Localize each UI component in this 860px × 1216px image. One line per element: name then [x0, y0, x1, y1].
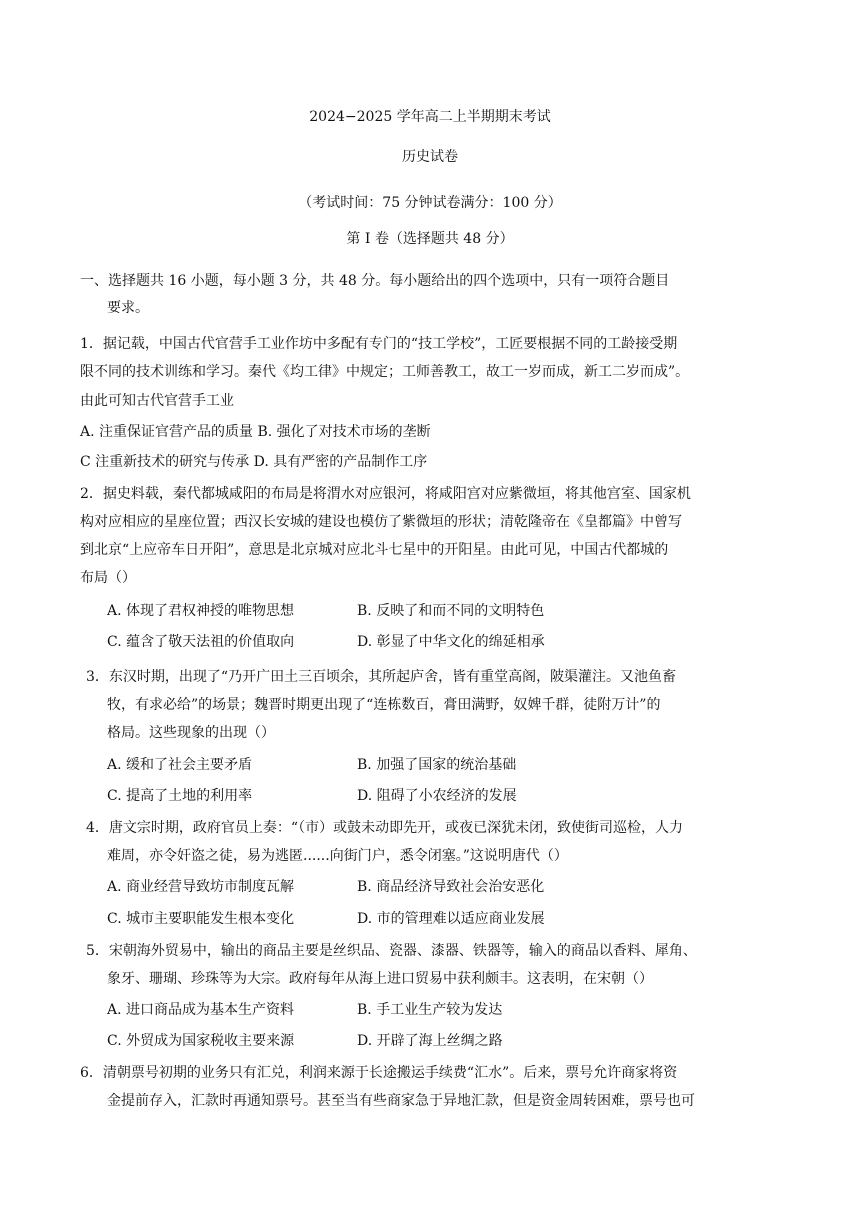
option-a: A. 商业经营导致坊市制度瓦解	[107, 879, 295, 895]
option-line: C 注重新技术的研究与传承 D. 具有严密的产品制作工序	[80, 454, 428, 470]
question-text: 6．清朝票号初期的业务只有汇兑，利润来源于长途搬运手续费“汇水”。后来，票号允许商家将资	[80, 1065, 678, 1081]
section-title: 第 I 卷（选择题共 48 分）	[346, 231, 514, 247]
question-text: 象牙、珊瑚、珍珠等为大宗。政府每年从海上进口贸易中获利颇丰。这表明，在宋朝（）	[107, 971, 653, 987]
option-b: B. 加强了国家的统治基础	[357, 757, 517, 773]
exam-info: （考试时间：75 分钟试卷满分：100 分）	[298, 195, 562, 211]
option-d: D. 市的管理难以适应商业发展	[357, 911, 545, 927]
question-text: 布局（）	[80, 570, 136, 586]
instructions-line: 要求。	[107, 300, 149, 316]
question-text: 由此可知古代官营手工业	[80, 393, 234, 409]
option-a: A. 体现了君权神授的唯物思想	[107, 603, 295, 619]
question-text: 构对应相应的星座位置；西汉长安城的建设也模仿了紫微垣的形状；清乾隆帝在《皇都篇》中曾写	[80, 514, 682, 530]
question-text: 格局。这些现象的出现（）	[107, 725, 275, 741]
option-a: A. 缓和了社会主要矛盾	[107, 757, 253, 773]
option-c: C. 外贸成为国家税收主要来源	[107, 1033, 295, 1049]
question-text: 金提前存入，汇款时再通知票号。甚至当有些商家急于异地汇款，但是资金周转困难，票号也可	[107, 1093, 695, 1109]
question-text: 5．宋朝海外贸易中，输出的商品主要是丝织品、瓷器、漆器、铁器等，输入的商品以香料、犀角、	[86, 943, 697, 959]
option-a: A. 进口商品成为基本生产资料	[107, 1002, 295, 1018]
question-text: 2．据史料载，秦代都城咸阳的布局是将渭水对应银河，将咸阳宫对应紫微垣，将其他宫室、国家机	[80, 486, 691, 502]
question-text: 1．据记载，中国古代官营手工业作坊中多配有专门的“技工学校”，工匠要根据不同的工龄接受期	[80, 336, 678, 352]
question-text: 牧，有求必给”的场景；魏晋时期更出现了“连栋数百，膏田满野，奴婢千群，徒附万计”的	[107, 697, 661, 713]
option-d: D. 彰显了中华文化的绵延相承	[357, 634, 545, 650]
option-c: C. 蕴含了敬天法祖的价值取向	[107, 634, 295, 650]
question-text: 限不同的技术训练和学习。秦代《均工律》中规定；工师善教工，故工一岁而成，新工二岁而成”。	[80, 364, 690, 380]
question-text: 4．唐文宗时期，政府官员上奏：“（市）或鼓未动即先开，或夜已深犹未闭，致使街司巡检，人力	[86, 820, 684, 836]
option-b: B. 手工业生产较为发达	[357, 1002, 503, 1018]
option-c: C. 提高了土地的利用率	[107, 788, 253, 804]
instructions-line: 一、选择题共 16 小题，每小题 3 分，共 48 分。每小题给出的四个选项中，只有一项符合题目	[80, 273, 670, 289]
question-text: 3．东汉时期，出现了“乃开广田土三百顷余，其所起庐舍，皆有重堂高阁，陂渠灌注。又池鱼畜	[86, 669, 677, 685]
option-line: A. 注重保证官营产品的质量 B. 强化了对技术市场的垄断	[80, 424, 431, 440]
option-b: B. 反映了和而不同的文明特色	[357, 603, 545, 619]
exam-title: 2024−2025 学年高二上半期期末考试	[309, 109, 551, 125]
option-d: D. 开辟了海上丝绸之路	[357, 1033, 503, 1049]
exam-subject: 历史试卷	[402, 149, 458, 165]
option-c: C. 城市主要职能发生根本变化	[107, 911, 295, 927]
option-d: D. 阻碍了小农经济的发展	[357, 788, 517, 804]
option-b: B. 商品经济导致社会治安恶化	[357, 879, 545, 895]
question-text: 难周，亦令奸盗之徒，易为逃匿......向街门户，悉令闭塞。”这说明唐代（）	[107, 848, 568, 864]
question-text: 到北京“上应帝车日开阳”，意思是北京城对应北斗七星中的开阳星。由此可见，中国古代都城的	[80, 542, 669, 558]
